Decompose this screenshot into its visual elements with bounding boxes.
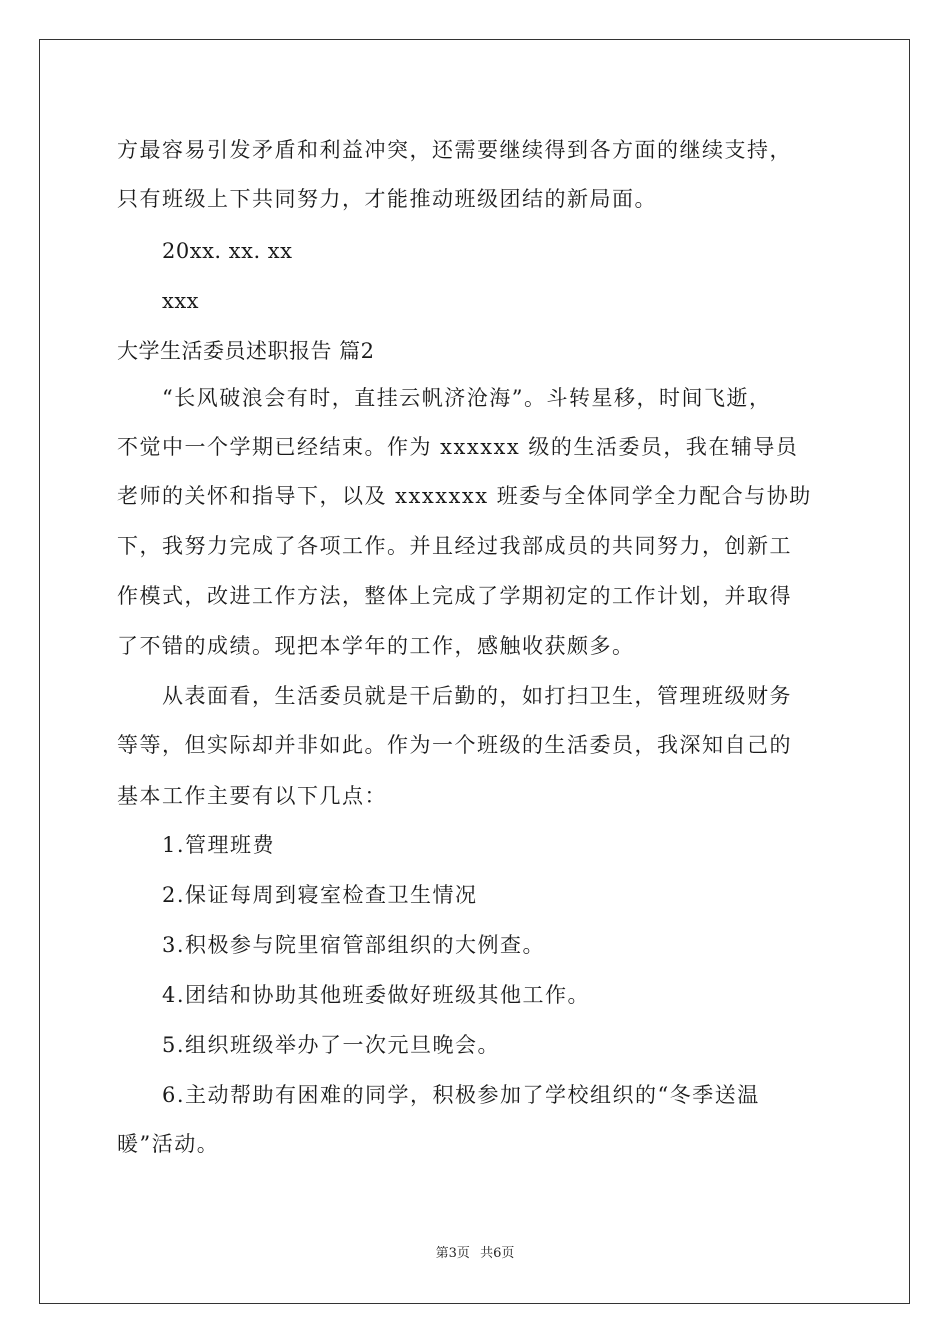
list-item: 3.积极参与院里宿管部组织的大例查。 [162,933,546,957]
paragraph2-line-3: 基本工作主要有以下几点： [117,784,387,808]
list-item-6-line-1: 6.主动帮助有困难的同学，积极参加了学校组织的“冬季送温 [162,1083,760,1107]
page-border [39,39,910,1304]
report-date: 20xx. xx. xx [162,239,293,263]
paragraph1-line-3: 老师的关怀和指导下，以及 xxxxxxx 班委与全体同学全力配合与协助 [117,484,812,508]
continuation-line-2: 只有班级上下共同努力，才能推动班级团结的新局面。 [117,187,657,211]
list-item: 1.管理班费 [162,833,276,857]
paragraph1-line-4: 下，我努力完成了各项工作。并且经过我部成员的共同努力，创新工 [117,534,792,558]
list-item: 2.保证每周到寝室检查卫生情况 [162,883,478,907]
list-item: 5.组织班级举办了一次元旦晚会。 [162,1033,501,1057]
list-item: 4.团结和协助其他班委做好班级其他工作。 [162,983,591,1007]
continuation-line-1: 方最容易引发矛盾和利益冲突，还需要继续得到各方面的继续支持， [117,138,792,162]
paragraph1-line-6: 了不错的成绩。现把本学年的工作，感触收获颇多。 [117,634,635,658]
paragraph1-line-1: “长风破浪会有时，直挂云帆济沧海”。斗转星移，时间飞逝， [162,386,772,410]
page-footer [0,1245,950,1263]
report-signature: xxx [162,289,200,313]
page-number: 第3页 [435,1246,470,1261]
paragraph1-line-5: 作模式，改进工作方法，整体上完成了学期初定的工作计划，并取得 [117,584,792,608]
paragraph1-line-2: 不觉中一个学期已经结束。作为 xxxxxx 级的生活委员，我在辅导员 [117,435,799,459]
paragraph2-line-2: 等等，但实际却并非如此。作为一个班级的生活委员，我深知自己的 [117,733,792,757]
section-title: 大学生活委员述职报告 篇2 [117,339,375,363]
paragraph2-line-1: 从表面看，生活委员就是干后勤的，如打扫卫生，管理班级财务 [162,684,792,708]
list-item-6-line-2: 暖”活动。 [117,1132,220,1156]
page-total: 共6页 [480,1246,515,1261]
